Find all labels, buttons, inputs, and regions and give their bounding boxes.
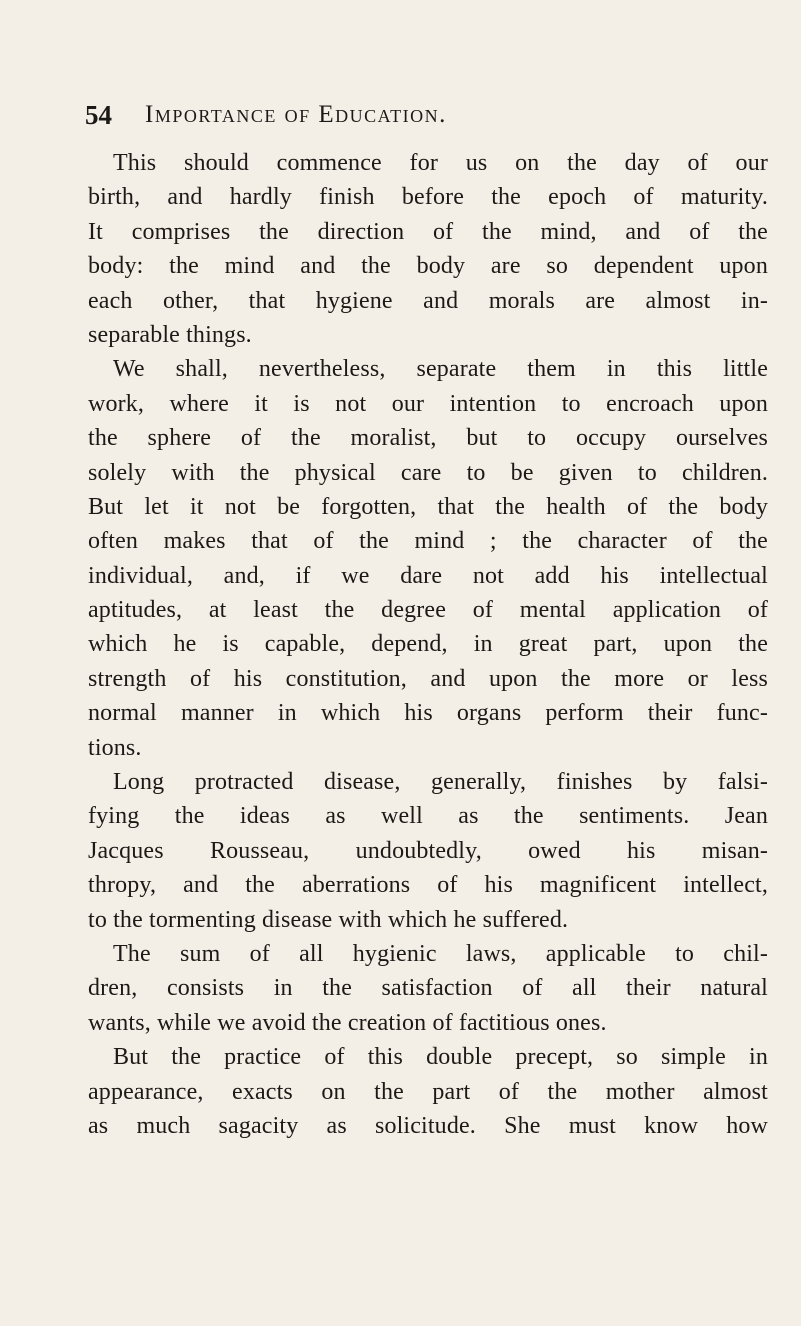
text-line: as much sagacity as solicitude. She must know how [88, 1112, 768, 1139]
text-line: strength of his constitution, and upon the more or less [88, 665, 768, 692]
page-number: 54 [85, 100, 112, 130]
text-line: Jacques Rousseau, undoubtedly, owed his misan- [88, 837, 768, 864]
text-line: But the practice of this double precept, so simple in [113, 1044, 768, 1071]
text-line: We shall, nevertheless, separate them in this little [113, 356, 768, 383]
text-line: dren, consists in the satisfaction of all their natural [88, 975, 768, 1002]
text-line: fying the ideas as well as the sentiments. Jean [88, 803, 768, 830]
running-head [85, 98, 745, 132]
text-line: It comprises the direction of the mind, and of the [88, 218, 768, 245]
text-line: thropy, and the aberrations of his magnificent intellect, [88, 872, 768, 899]
text-line: separable things. [88, 321, 252, 348]
text-line: the sphere of the moralist, but to occupy ourselves [88, 425, 768, 452]
text-line: appearance, exacts on the part of the mother almost [88, 1078, 768, 1105]
running-title: Importance of Education. [145, 101, 447, 128]
text-line: which he is capable, depend, in great part, upon the [88, 631, 768, 658]
text-line: normal manner in which his organs perform their func- [88, 700, 768, 727]
text-line: wants, while we avoid the creation of factitious ones. [88, 1009, 607, 1036]
text-line: body: the mind and the body are so dependent upon [88, 253, 768, 280]
text-line: work, where it is not our intention to encroach upon [88, 390, 768, 417]
text-line: But let it not be forgotten, that the health of the body [88, 493, 768, 520]
text-line: tions. [88, 734, 142, 761]
text-line: The sum of all hygienic laws, applicable to chil- [113, 940, 768, 967]
text-line: aptitudes, at least the degree of mental application of [88, 597, 768, 624]
text-line: This should commence for us on the day of our [113, 150, 768, 176]
body-text [88, 146, 768, 1143]
text-line: to the tormenting disease with which he suffered. [88, 906, 569, 933]
text-line: often makes that of the mind ; the character of the [88, 528, 768, 555]
text-line: solely with the physical care to be given to children. [88, 459, 768, 486]
text-line: birth, and hardly finish before the epoch of maturity. [88, 184, 768, 211]
text-line: each other, that hygiene and morals are almost in- [88, 287, 768, 314]
text-line: Long protracted disease, generally, finishes by falsi- [113, 769, 768, 796]
text-line: individual, and, if we dare not add his intellectual [88, 562, 768, 589]
